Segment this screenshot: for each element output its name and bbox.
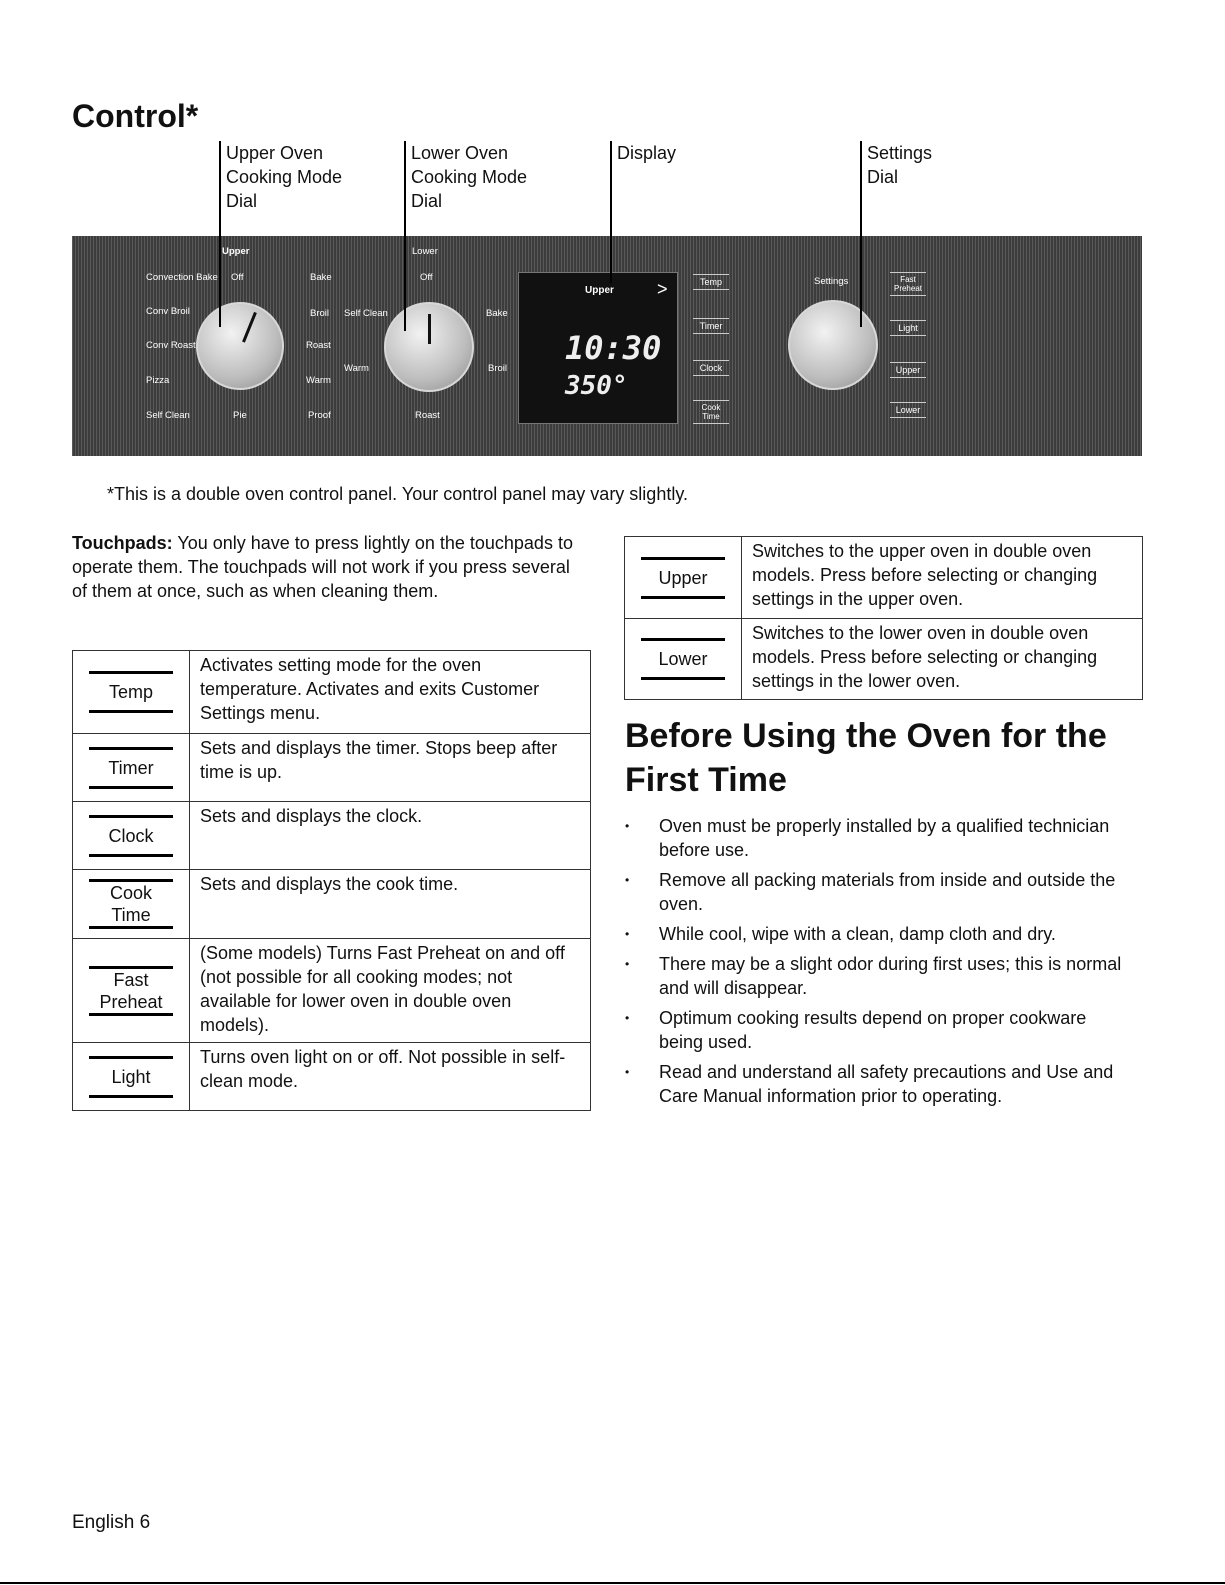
- upper-dial-header: Upper: [222, 246, 250, 257]
- table-row: [73, 939, 591, 1043]
- key-desc: Switches to the lower oven in double oven models. Press before selecting or changing settings in the lower oven.: [742, 619, 1143, 700]
- upper-label: Bake: [310, 272, 332, 283]
- footnote: *This is a double oven control panel. Your control panel may vary slightly.: [107, 484, 688, 504]
- key-lower: Lower: [658, 649, 708, 669]
- key-cell: [73, 870, 190, 939]
- table-row: [73, 734, 591, 802]
- key-desc: Activates setting mode for the oven temperature. Activates and exits Customer Settings menu.: [190, 651, 591, 734]
- list-item: • Oven must be properly installed by a qualified technician before use.: [625, 814, 1135, 862]
- key-desc: (Some models) Turns Fast Preheat on and off (not possible for all cooking modes; not available for lower oven in double oven models).: [190, 939, 591, 1043]
- oven-display: [518, 272, 678, 424]
- key-cell: [625, 537, 742, 619]
- table-row: [73, 1043, 591, 1111]
- display-time: 10:30: [565, 329, 662, 367]
- table-row: [73, 802, 591, 870]
- key-temp: Temp: [108, 682, 153, 702]
- key-clock: Clock: [108, 825, 154, 846]
- dial-pointer: [242, 312, 256, 343]
- section-heading: Before Using the Oven for the First Time: [625, 717, 1107, 799]
- list-item: • Read and understand all safety precautions and Use and Care Manual information prior to operating.: [625, 1060, 1135, 1108]
- callout-lower-dial: Lower Oven Cooking Mode Dial: [404, 141, 527, 213]
- touchpad-table: [72, 650, 591, 1111]
- callout-display: Display: [610, 141, 676, 165]
- dial-pointer: [428, 314, 431, 344]
- key-cell: [73, 1043, 190, 1111]
- oven-select-table: [624, 536, 1143, 700]
- touchpads-text: You only have to press lightly on the touchpads to operate them. The touchpads will not work if you press several of them at once, such as when cleaning them.: [72, 533, 573, 601]
- lower-dial-header: Lower: [412, 246, 438, 257]
- upper-label: Pie: [233, 410, 247, 421]
- lower-label: Bake: [486, 308, 508, 319]
- table-row: [625, 619, 1143, 700]
- chevron-right-icon: >: [657, 279, 668, 299]
- key-light: Light: [111, 1066, 151, 1087]
- key-desc: Sets and displays the clock.: [190, 802, 591, 870]
- list-item: • Remove all packing materials from inside and outside the oven.: [625, 868, 1135, 916]
- upper-label: Pizza: [146, 375, 170, 386]
- page-title: Control*: [72, 98, 199, 134]
- key-desc: Sets and displays the timer. Stops beep after time is up.: [190, 734, 591, 802]
- settings-dial: [788, 300, 878, 390]
- upper-cooking-mode-dial: [196, 302, 284, 390]
- leader-line: [860, 141, 862, 327]
- key-desc: Switches to the upper oven in double oven models. Press before selecting or changing settings in the upper oven.: [742, 537, 1143, 619]
- key-cell: [625, 619, 742, 700]
- key-cook-time: Cook Time: [109, 883, 153, 925]
- leader-line: [404, 141, 406, 331]
- list-item: • There may be a slight odor during first uses; this is normal and will disappear.: [625, 952, 1135, 1000]
- upper-label: Conv Broil: [146, 306, 190, 317]
- lower-label: Self Clean: [344, 308, 388, 319]
- lower-label: Broil: [488, 363, 508, 374]
- touchpad-clock: Clock: [693, 360, 729, 376]
- table-row: [73, 870, 591, 939]
- display-oven-label: Upper: [585, 285, 614, 296]
- callout-settings-dial: Settings Dial: [860, 141, 932, 189]
- upper-label: Roast: [306, 340, 331, 351]
- list-item: • Optimum cooking results depend on proper cookware being used.: [625, 1006, 1135, 1054]
- bottom-rule: [0, 1582, 1225, 1584]
- key-upper: Upper: [658, 567, 708, 588]
- touchpads-intro: [72, 531, 587, 603]
- upper-dial-off: Off: [231, 272, 244, 283]
- lower-cooking-mode-dial: [384, 302, 474, 392]
- touchpad-temp: Temp: [693, 274, 729, 290]
- upper-label: Warm: [306, 375, 331, 386]
- lower-label: Roast: [415, 410, 440, 421]
- lower-dial-off: Off: [420, 272, 433, 283]
- display-temp: 350°: [565, 371, 628, 401]
- key-timer: Timer: [108, 757, 154, 778]
- lower-label: Warm: [344, 363, 369, 374]
- upper-label: Convection Bake: [146, 272, 218, 283]
- key-cell: [73, 734, 190, 802]
- touchpad-timer: Timer: [693, 318, 729, 334]
- key-cell: [73, 802, 190, 870]
- page-footer: English 6: [72, 1512, 151, 1533]
- touchpad-light: Light: [890, 320, 926, 336]
- settings-label: Settings: [814, 276, 849, 287]
- upper-label: Self Clean: [146, 410, 190, 421]
- table-row: [625, 537, 1143, 619]
- touchpads-label: Touchpads:: [72, 533, 173, 553]
- upper-label: Broil: [310, 308, 330, 319]
- upper-label: Conv Roast: [146, 340, 196, 351]
- touchpad-cook-time: Cook Time: [693, 400, 729, 424]
- key-fast-preheat: Fast Preheat: [99, 969, 163, 1012]
- leader-line: [610, 141, 612, 283]
- key-cell: [73, 651, 190, 734]
- touchpad-lower: Lower: [890, 402, 926, 418]
- callout-upper-dial: Upper Oven Cooking Mode Dial: [219, 141, 342, 213]
- touchpad-fast-preheat: Fast Preheat: [890, 272, 926, 296]
- first-time-list: [625, 814, 1135, 1114]
- upper-label: Proof: [308, 410, 331, 421]
- leader-line: [219, 141, 221, 327]
- key-desc: Turns oven light on or off. Not possible in self-clean mode.: [190, 1043, 591, 1111]
- table-row: [73, 651, 591, 734]
- key-cell: [73, 939, 190, 1043]
- touchpad-upper: Upper: [890, 362, 926, 378]
- key-desc: Sets and displays the cook time.: [190, 870, 591, 939]
- list-item: • While cool, wipe with a clean, damp cloth and dry.: [625, 922, 1135, 946]
